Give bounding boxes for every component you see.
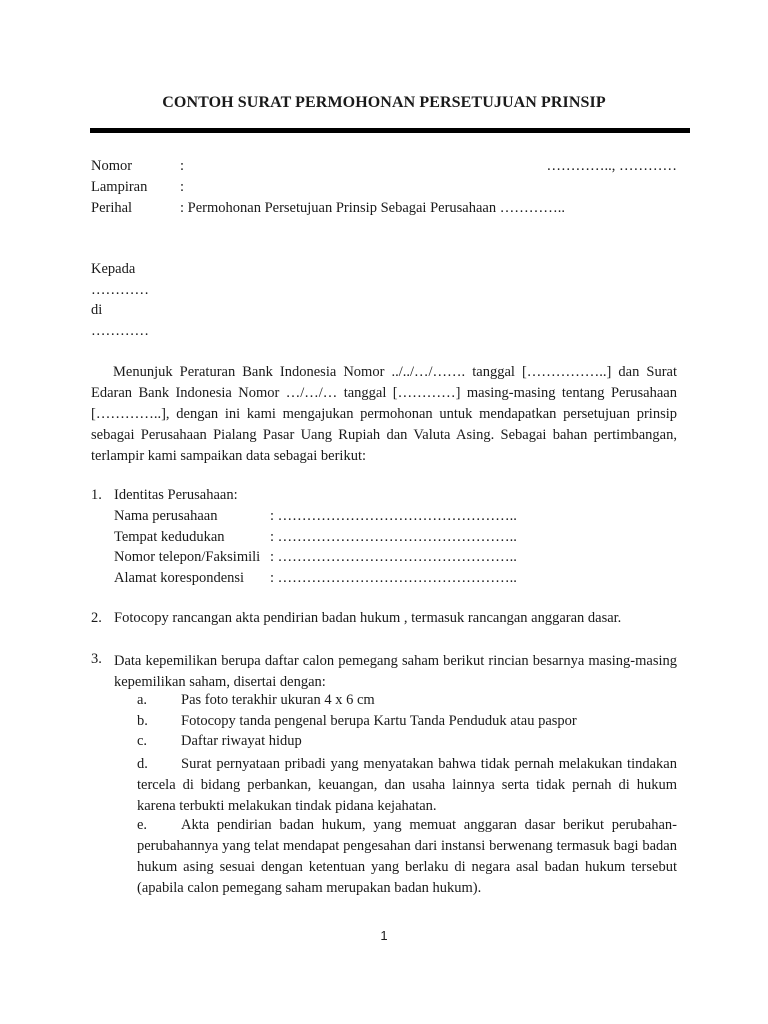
field-label: Alamat korespondensi [114,570,245,586]
item2-text: Fotocopy rancangan akta pendirian badan hukum , termasuk rancangan anggaran dasar. [114,610,622,626]
item3-text: Data kepemilikan berupa daftar calon pemegang saham berikut rincian besarnya masing-masing kepemilikan saham, disertai dengan: [114,653,677,690]
recipient-kepada: Kepada [91,261,136,277]
field-label: Tempat kedudukan [114,529,225,545]
sub-letter: d. [137,756,148,772]
recipient-name: ………… [91,282,149,298]
field-value: : ………………………………………….. [270,529,517,545]
page-number: 1 [380,928,388,943]
sub-text: Daftar riwayat hidup [181,733,302,749]
nomor-label: Nomor [91,158,133,174]
item1-number: 1. [91,487,102,503]
perihal-label: Perihal [91,200,133,216]
document-title: CONTOH SURAT PERMOHONAN PERSETUJUAN PRINSIP [162,94,606,111]
sub-letter: a. [137,692,148,708]
lampiran-label: Lampiran [91,179,148,195]
perihal-value: : Permohonan Persetujuan Prinsip Sebagai Perusahaan ………….. [180,200,565,216]
sub-text: Surat pernyataan pribadi yang menyatakan bahwa tidak pernah melakukan tindakan tercela di bidang perbankan, keuangan, dan usaha lainnya serta tidak pernah di hukum karena terbukti melakukan tindak pidana kejahatan. [137,756,677,814]
field-value: : ………………………………………….. [270,570,517,586]
title-divider [90,128,690,133]
field-label: Nama perusahaan [114,508,218,524]
recipient-location: ………… [91,323,149,339]
lampiran-value: : [180,179,185,195]
sub-letter: e. [137,817,148,833]
nomor-value: : [180,158,185,174]
item3-number: 3. [91,651,102,667]
sub-item-e [137,815,677,899]
recipient-di: di [91,302,103,318]
field-label: Nomor telepon/Faksimili [114,549,261,565]
sub-letter: c. [137,733,148,749]
sub-text: Fotocopy tanda pengenal berupa Kartu Tanda Penduduk atau paspor [181,713,577,729]
field-value: : ………………………………………….. [270,549,517,565]
item2-number: 2. [91,610,102,626]
item1-heading: Identitas Perusahaan: [114,487,238,503]
sub-text: Pas foto terakhir ukuran 4 x 6 cm [181,692,375,708]
sub-letter: b. [137,713,148,729]
intro-paragraph: Menunjuk Peraturan Bank Indonesia Nomor ../../…/……. tanggal [……………..] dan Surat Edaran Bank Indonesia Nomor …/…/… tanggal […………] masing-masing tentang Perusahaan […………..], dengan ini kami mengajukan permohonan untuk mendapatkan persetujuan prinsip sebagai Perusahaan Pialang Pasar Uang Rupiah dan Valuta Asing. Sebagai bahan pertimbangan, terlampir kami sampaikan data sebagai berikut: [91,364,677,464]
sub-text: Akta pendirian badan hukum, yang memuat anggaran dasar berikut perubahan-perubahannya yang telat mendapat pengesahan dari instansi berwenang termasuk bagi badan hukum asing sesuai dengan ketentuan yang berlaku di negara asal badan hukum tersebut (apabila calon pemegang saham merupakan badan hukum). [137,817,677,896]
sub-item-d [137,754,677,817]
field-value: : ………………………………………….. [270,508,517,524]
place-date: ………….., ………… [546,158,677,174]
